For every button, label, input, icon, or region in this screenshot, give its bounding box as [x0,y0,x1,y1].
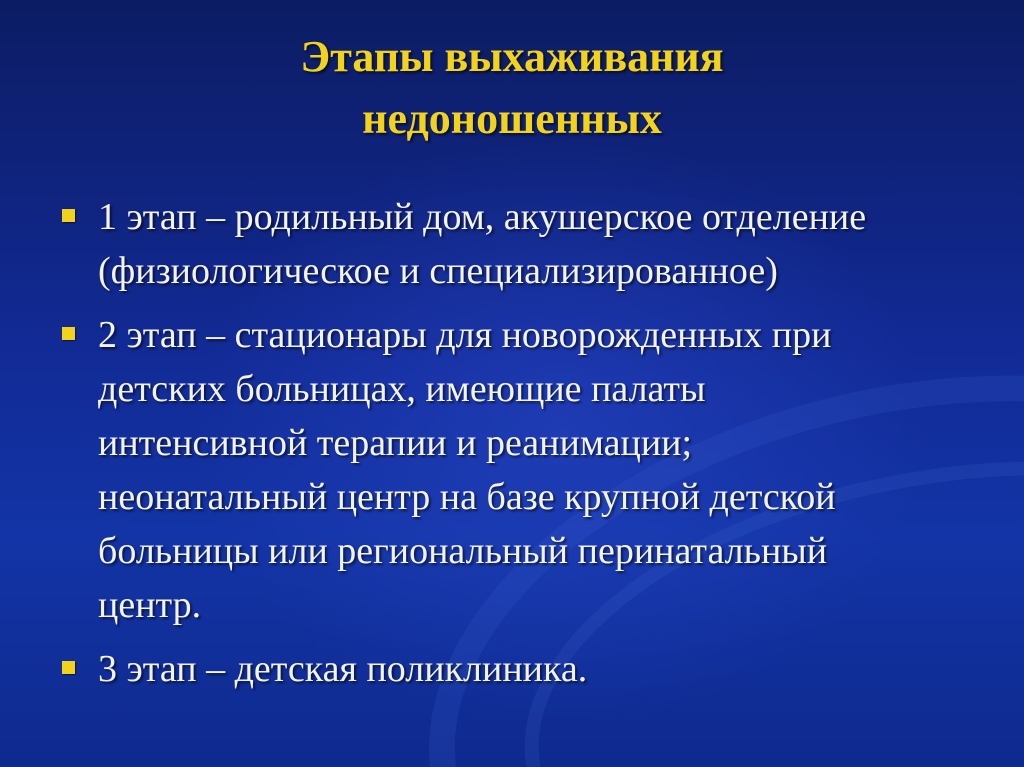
bullet-text-line: 3 этап – детская поликлиника. [98,648,588,690]
slide-title [0,26,1024,150]
slide-title-line-1: Этапы выхаживания [300,32,724,81]
bullet-text-line: интенсивной терапии и реанимации; [98,422,693,464]
bullet-text-line: детских больницах, имеющие палаты [98,368,706,410]
bullet-text-line: неонатальный центр на базе крупной детской [98,476,836,518]
bullet-text-line: больницы или региональный перинатальный [98,530,828,572]
bullet-text-line: (физиологическое и специализированное) [98,250,778,292]
slide-title-line-2: недоношенных [362,94,662,143]
square-bullet-icon [62,327,75,340]
bullet-item-stage-3 [62,642,1012,696]
square-bullet-icon [62,661,75,674]
bullet-text-line: 2 этап – стационары для новорожденных при [98,314,832,356]
bullet-text-line: центр. [98,584,202,626]
bullet-item-stage-2 [62,308,1012,632]
bullet-item-stage-1 [62,190,1012,298]
bullet-list [62,190,1012,706]
bullet-text-line: 1 этап – родильный дом, акушерское отделение [98,196,867,238]
square-bullet-icon [62,209,75,222]
